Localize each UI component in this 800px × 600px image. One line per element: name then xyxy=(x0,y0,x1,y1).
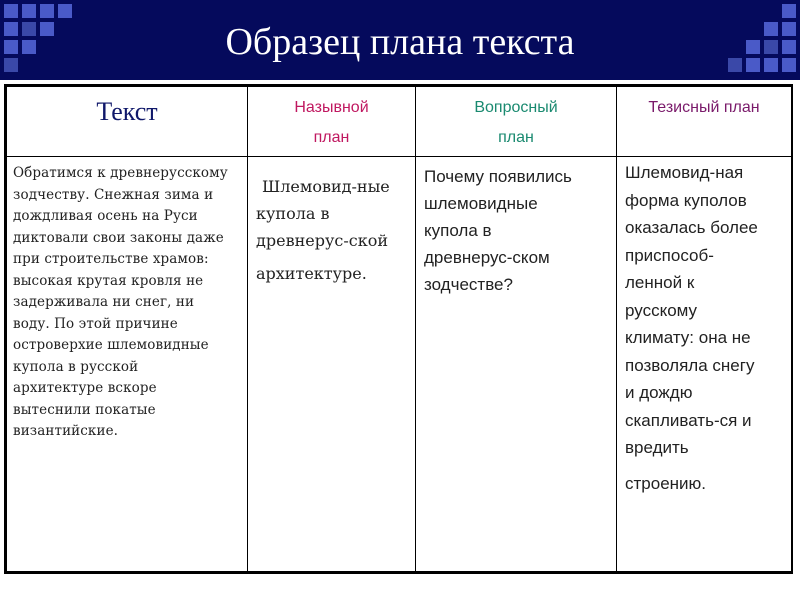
question-line: зодчестве? xyxy=(424,275,513,294)
header-nominative-line: Назывной xyxy=(294,99,369,116)
header-question xyxy=(416,87,617,157)
thesis-line: позволяла снегу xyxy=(625,355,755,375)
nominative-line: архитектуре. xyxy=(256,264,367,283)
header-text xyxy=(7,87,248,157)
text-line: при строительстве храмов: xyxy=(13,251,209,267)
thesis-line: русскому xyxy=(625,300,698,320)
plan-table xyxy=(4,84,793,574)
thesis-line: скапливать-ся и xyxy=(625,410,752,430)
cell-text xyxy=(7,157,248,572)
text-line: купола в русской xyxy=(13,358,139,375)
thesis-line: ленной к xyxy=(625,273,695,292)
thesis-line: строению. xyxy=(625,473,707,493)
question-line: шлемовидные xyxy=(424,194,538,213)
nominative-line: древнерус-ской xyxy=(256,231,388,250)
text-line: архитектуре вскоре xyxy=(13,380,157,396)
text-line: воду. По этой причине xyxy=(13,315,178,332)
text-line: высокая крутая кровля не xyxy=(13,272,204,289)
header-text-label: Текст xyxy=(96,97,158,126)
header-question-line: Вопросный xyxy=(474,99,558,116)
nominative-line: Шлемовид-ные xyxy=(262,177,390,196)
cell-question xyxy=(416,157,617,572)
text-line: островерхие шлемовидные xyxy=(13,337,209,353)
thesis-line: оказалась более xyxy=(625,218,758,237)
thesis-line: климату: она не xyxy=(625,328,751,347)
question-line: купола в xyxy=(424,221,492,240)
header-question-line: план xyxy=(498,129,534,146)
text-line: задерживала ни снег, ни xyxy=(13,294,195,310)
question-line: древнерус-ском xyxy=(424,248,550,267)
question-line: Почему появились xyxy=(424,167,572,186)
header-row xyxy=(7,87,792,157)
header-nominative xyxy=(248,87,416,157)
cell-nominative xyxy=(248,157,416,572)
nominative-line: купола в xyxy=(256,204,330,223)
text-line: зодчеству. Снежная зима и xyxy=(13,186,214,203)
thesis-line: вредить xyxy=(625,438,689,457)
thesis-line: приспособ- xyxy=(625,245,714,265)
text-line: дождливая осень на Руси xyxy=(13,208,198,224)
cell-thesis xyxy=(617,157,792,572)
header-thesis-label: Тезисный план xyxy=(648,99,760,116)
header-thesis xyxy=(617,87,792,157)
text-line: вытеснили покатые xyxy=(13,401,156,418)
thesis-line: и дождю xyxy=(625,383,693,402)
text-line: византийские. xyxy=(13,423,119,439)
thesis-line: форма куполов xyxy=(625,190,747,210)
thesis-line: Шлемовид-ная xyxy=(625,163,744,182)
text-line: диктовали свои законы даже xyxy=(13,229,224,246)
slide-header xyxy=(0,0,800,80)
text-line: Обратимся к древнерусскому xyxy=(13,165,228,181)
content-row xyxy=(7,157,792,572)
header-nominative-line: план xyxy=(313,129,350,146)
slide-title: Образец плана текста xyxy=(225,21,575,63)
